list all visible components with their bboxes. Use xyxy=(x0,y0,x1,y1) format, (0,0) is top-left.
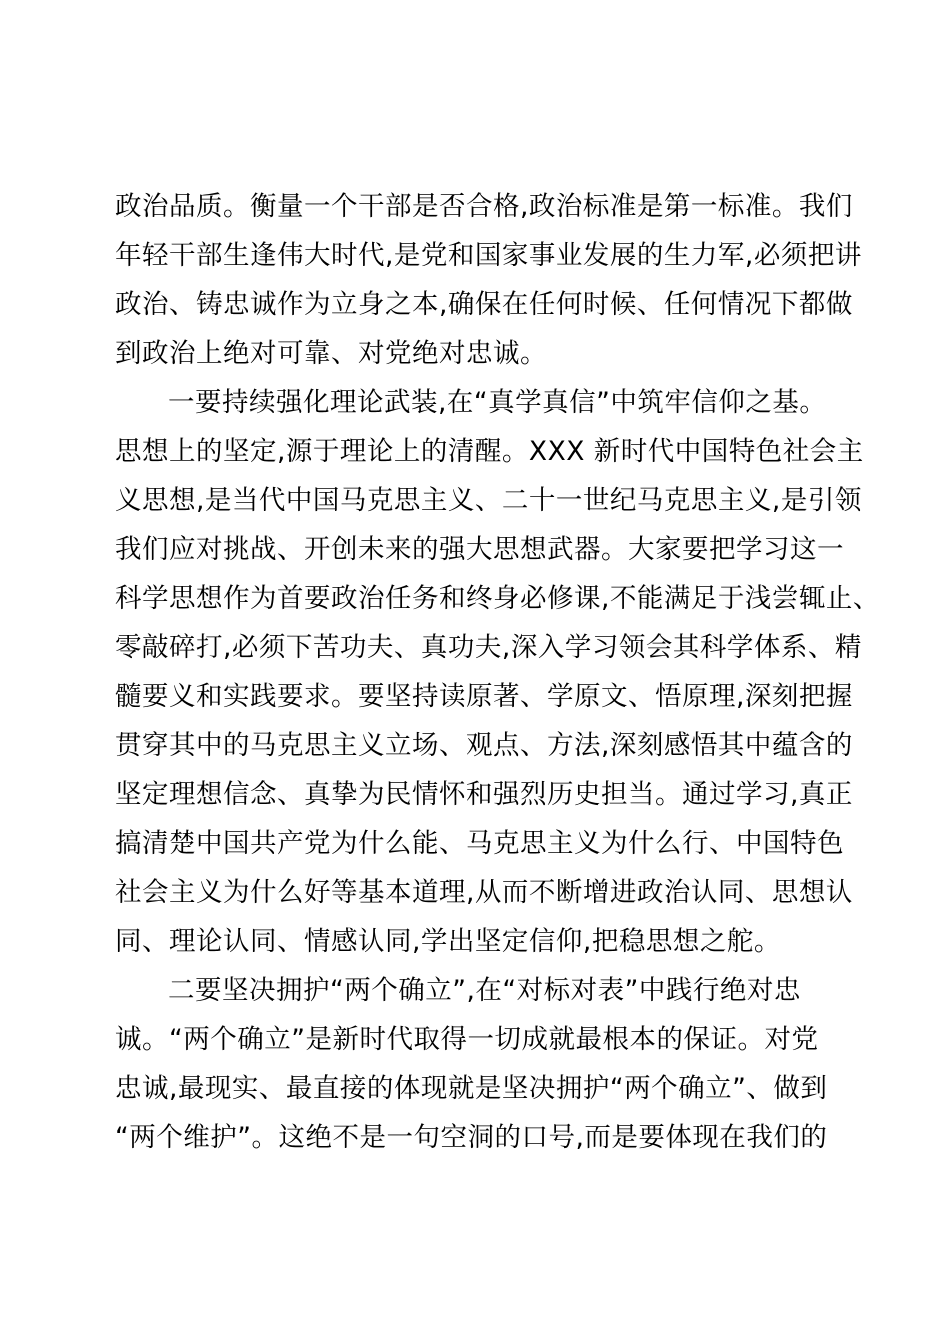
text-line: 政治品质。衡量一个干部是否合格,政治标准是第一标准。我们 xyxy=(115,191,853,222)
text-line: 坚定理想信念、真挚为民情怀和强烈历史担当。通过学习,真正 xyxy=(115,779,853,810)
paragraph-1 xyxy=(115,182,862,378)
text-line: 到政治上绝对可靠、对党绝对忠诚。 xyxy=(115,338,547,369)
text-line: 我们应对挑战、开创未来的强大思想武器。大家要把学习这一 xyxy=(115,534,844,565)
paragraph-2 xyxy=(115,378,880,966)
text-line: 思想上的坚定,源于理论上的清醒。XXX 新时代中国特色社会主 xyxy=(115,436,864,467)
text-line: 贯穿其中的马克思主义立场、观点、方法,深刻感悟其中蕴含的 xyxy=(115,730,853,761)
text-line: 诚。“两个确立”是新时代取得一切成就最根本的保证。对党 xyxy=(115,1024,819,1055)
text-line: 零敲碎打,必须下苦功夫、真功夫,深入学习领会其科学体系、精 xyxy=(115,632,862,663)
text-line: 政治、铸忠诚作为立身之本,确保在任何时候、任何情况下都做 xyxy=(115,289,853,320)
text-line: 社会主义为什么好等基本道理,从而不断增进政治认同、思想认 xyxy=(115,877,853,908)
document-body xyxy=(115,182,880,1162)
text-line: 二要坚决拥护“两个确立”,在“对标对表”中践行绝对忠 xyxy=(168,975,801,1006)
text-line: 髓要义和实践要求。要坚持读原著、学原文、悟原理,深刻把握 xyxy=(115,681,853,712)
text-line: 年轻干部生逢伟大时代,是党和国家事业发展的生力军,必须把讲 xyxy=(115,240,862,271)
text-line: “两个维护”。这绝不是一句空洞的口号,而是要体现在我们的 xyxy=(115,1122,828,1153)
paragraph-3 xyxy=(115,966,857,1162)
text-line: 同、理论认同、情感认同,学出坚定信仰,把稳思想之舵。 xyxy=(115,926,781,957)
text-line: 科学思想作为首要政治任务和终身必修课,不能满足于浅尝辄止、 xyxy=(115,583,880,614)
text-line: 搞清楚中国共产党为什么能、马克思主义为什么行、中国特色 xyxy=(115,828,844,859)
text-line: 忠诚,最现实、最直接的体现就是坚决拥护“两个确立”、做到 xyxy=(115,1073,828,1104)
text-line: 一要持续强化理论武装,在“真学真信”中筑牢信仰之基。 xyxy=(168,387,827,418)
text-line: 义思想,是当代中国马克思主义、二十一世纪马克思主义,是引领 xyxy=(115,485,862,516)
